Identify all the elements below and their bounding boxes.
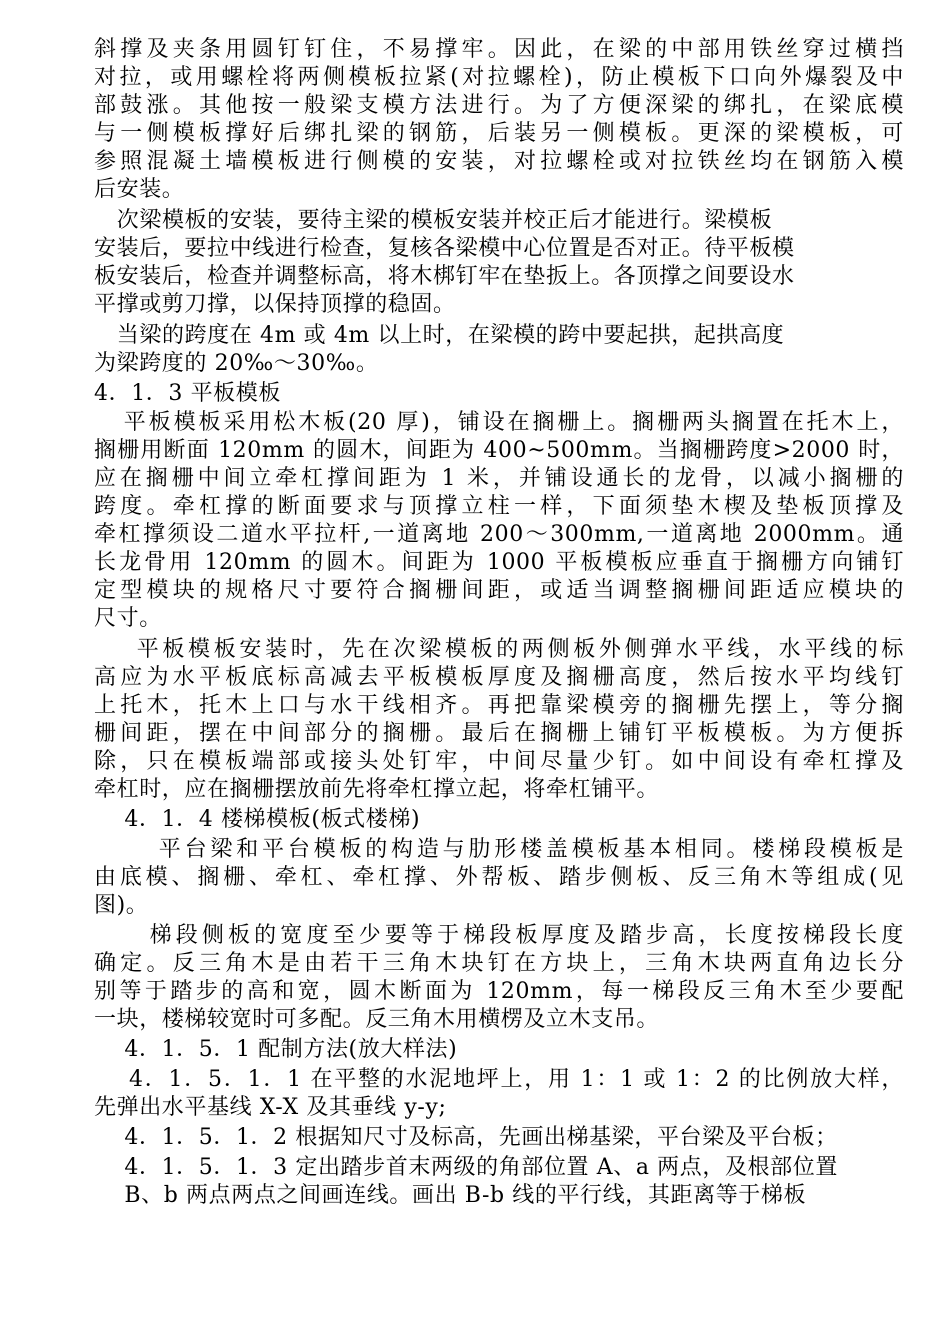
text-line: 一块，楼梯较宽时可多配。反三角木用横楞及立木支吊。 <box>94 1007 660 1032</box>
text-line: 由底模、搁栅、牵杠、牵杠撑、外帮板、踏步侧板、反三角木等组成(见 <box>94 865 904 890</box>
text-line: 参照混凝土墙模板进行侧模的安装，对拉螺栓或对拉铁丝均在钢筋入模 <box>94 149 904 174</box>
text-line: 平板模板采用松木板(20 厚)，铺设在搁栅上。搁栅两头搁置在托木上， <box>94 410 904 435</box>
text-line: 长龙骨用 120mm 的圆木。间距为 1000 平板模板应垂直于搁栅方向铺钉 <box>94 550 904 575</box>
text-line: 图)。 <box>94 893 149 918</box>
text-line: 平台梁和平台模板的构造与肋形楼盖模板基本相同。楼梯段模板是 <box>94 837 904 862</box>
text-line: 定型模块的规格尺寸要符合搁栅间距，或适当调整搁栅间距适应模块的 <box>94 578 904 603</box>
text-line: 牵杠撑须设二道水平拉杆,一道离地 200～300mm,一道离地 2000mm。通 <box>94 522 904 547</box>
text-line: 梯段侧板的宽度至少要等于梯段板厚度及踏步高，长度按梯段长度 <box>94 923 904 948</box>
text-line: 对拉，或用螺栓将两侧模板拉紧(对拉螺栓)，防止模板下口向外爆裂及中 <box>94 65 904 90</box>
text-line: 平板模板安装时，先在次梁模板的两侧板外侧弹水平线，水平线的标 <box>94 637 904 662</box>
text-line: 除，只在模板端部或接头处钉牢，中间尽量少钉。如中间设有牵杠撑及 <box>94 749 904 774</box>
text-line: 先弹出水平基线 X-X 及其垂线 y-y; <box>94 1095 447 1120</box>
text-line: 次梁模板的安装，要待主梁的模板安装并校正后才能进行。梁模板 <box>94 208 773 233</box>
text-line: 为梁跨度的 20‰～30‰。 <box>94 351 379 376</box>
text-line: 当梁的跨度在 4m 或 4m 以上时，在梁模的跨中要起拱，起拱高度 <box>94 323 785 348</box>
section-heading: 4．1．5．1 配制方法(放大样法) <box>94 1037 458 1062</box>
text-line: 4．1．5．1．3 定出踏步首末两级的角部位置 A、a 两点，及根部位置 <box>94 1155 838 1180</box>
text-line: 4．1．5．1．1 在平整的水泥地坪上，用 1：1 或 1：2 的比例放大样， <box>94 1067 904 1092</box>
section-heading: 4．1．4 楼梯模板(板式楼梯) <box>94 807 421 832</box>
text-line: 斜撑及夹条用圆钉钉住，不易撑牢。因此，在梁的中部用铁丝穿过横挡 <box>94 37 904 62</box>
text-line: 上托木，托木上口与水干线相齐。再把靠梁模旁的搁栅先摆上，等分搁 <box>94 693 904 718</box>
text-line: 后安装。 <box>94 177 185 202</box>
text-line: 确定。反三角木是由若干三角木块钉在方块上，三角木块两直角边长分 <box>94 951 904 976</box>
text-line: B、b 两点两点之间画连线。画出 B-b 线的平行线，其距离等于梯板 <box>94 1183 807 1208</box>
text-line: 安装后，要拉中线进行检查，复核各梁模中心位置是否对正。待平板模 <box>94 236 795 261</box>
text-line: 尺寸。 <box>94 606 162 631</box>
section-heading: 4．1．3 平板模板 <box>94 381 281 406</box>
text-line: 板安装后，检查并调整标高，将木梆钉牢在垫扳上。各顶撑之间要设水 <box>94 264 795 289</box>
text-line: 别等于踏步的高和宽，圆木断面为 120mm，每一梯段反三角木至少要配 <box>94 979 904 1004</box>
text-line: 栅间距，摆在中间部分的搁栅。最后在搁栅上铺钉平板模板。为方便拆 <box>94 721 904 746</box>
text-line: 与一侧模板撑好后绑扎梁的钢筋，后装另一侧模板。更深的梁模板，可 <box>94 121 904 146</box>
text-line: 部鼓涨。其他按一般梁支模方法进行。为了方便深梁的绑扎，在梁底模 <box>94 93 904 118</box>
text-line: 牵杠时，应在搁栅摆放前先将牵杠撑立起，将牵杠铺平。 <box>94 777 660 802</box>
text-line: 平撑或剪刀撑，以保持顶撑的稳固。 <box>94 292 456 317</box>
text-line: 应在搁栅中间立牵杠撑间距为 1 米，并铺设通长的龙骨，以减小搁栅的 <box>94 466 904 491</box>
text-line: 搁栅用断面 120mm 的圆木，间距为 400~500mm。当搁栅跨度>2000 时， <box>94 438 904 463</box>
text-line: 高应为水平板底标高减去平板模板厚度及搁栅高度，然后按水平均线钉 <box>94 665 904 690</box>
text-line: 4．1．5．1．2 根据知尺寸及标高，先画出梯基梁，平台梁及平台板； <box>94 1125 838 1150</box>
text-line: 跨度。牵杠撑的断面要求与顶撑立柱一样，下面须垫木楔及垫板顶撑及 <box>94 494 904 519</box>
